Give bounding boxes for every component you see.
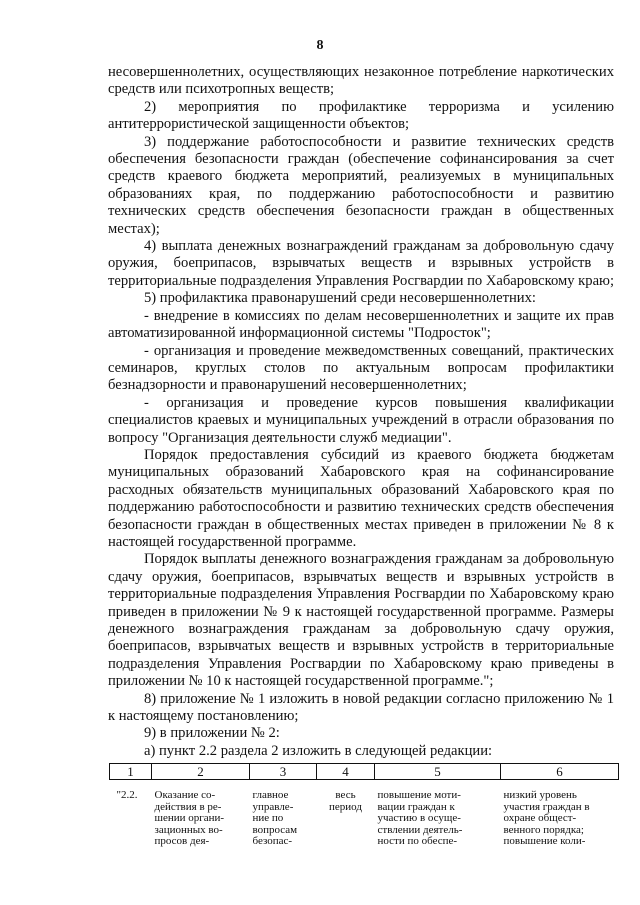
paragraph-item-4: 4) выплата денежных вознаграждений гражданам за добровольную сдачу оружия, боеприпасов, взрывчатых веществ и взрывных устройств в территориальные подразделения Управления Росгвардии по Хабаровскому краю; <box>108 238 615 289</box>
column-header: 6 <box>501 764 619 780</box>
paragraph-item-9: 9) в приложении № 2: <box>144 725 280 742</box>
paragraph-item-5: 5) профилактика правонарушений среди несовершеннолетних: <box>144 290 536 307</box>
table-cell-result: повышение моти- вации граждан к участию в осуще- ствлении деятель- ности по обеспе- <box>377 789 463 847</box>
paragraph-item-2: 2) мероприятия по профилактике терроризма и усилению антитеррористической защищенности объектов; <box>108 98 614 133</box>
program-table <box>109 763 619 848</box>
paragraph-item-3: 3) поддержание работоспособности и развитие технических средств обеспечения безопасности граждан (обеспечение софинансирования за счет средств краевого бюджета мероприятий, реализуемых в муниципальных образованиях края, по поддержанию работоспособности и развитию технических средств обеспечения безопасности граждан в общественных местах); <box>108 133 614 237</box>
table-row <box>110 780 619 848</box>
paragraph-subsidy-procedure: Порядок предоставления субсидий из краевого бюджета бюджетам муниципальных образований Хабаровского края на софинансирование расходных обязательств муниципальных образований Хабаровского края по поддержанию работоспособности и развитию технических средств обеспечения безопасности граждан в общественных местах приведен в приложении № 8 к настоящей государственной программе. <box>108 446 614 550</box>
document-body <box>108 64 614 760</box>
column-header: 1 <box>110 764 152 780</box>
table-header-row <box>110 764 619 780</box>
column-header: 5 <box>375 764 501 780</box>
table-cell-period: весь период <box>329 789 362 813</box>
paragraph-item-8: 8) приложение № 1 изложить в новой редакции согласно приложению № 1 к настоящему постановлению; <box>108 690 614 725</box>
column-header: 2 <box>152 764 250 780</box>
page-number: 8 <box>316 38 324 53</box>
page-bottom-fade <box>0 858 640 905</box>
table-cell-consequence: низкий уровень участия граждан в охране общест- венного порядка; повышение коли- <box>503 789 590 847</box>
bullet-item: - внедрение в комиссиях по делам несовершеннолетних и защите их прав автоматизированной информационной системы "Подросток"; <box>108 307 614 342</box>
paragraph-reward-procedure: Порядок выплаты денежного вознаграждения гражданам за добровольную сдачу оружия, боеприпасов, взрывчатых веществ и взрывных устройств в территориальные подразделения Управления Росгвардии по Хабаровскому краю приведен в приложении № 9 к настоящей государственной программе. Размеры денежного вознаграждения гражданам за добровольную сдачу оружия, боеприпасов, взрывчатых веществ и взрывных устройств в территориальные подразделения Управления Росгвардии по Хабаровскому краю приведены в приложении № 10 к настоящей государственной программе."; <box>108 551 614 690</box>
table-cell-number: "2.2. <box>116 789 138 801</box>
column-header: 4 <box>317 764 375 780</box>
table-cell-activity: Оказание со- действия в ре- шении органи- зационных во- просов дея- <box>154 789 225 847</box>
paragraph-subitem-a: а) пункт 2.2 раздела 2 изложить в следующей редакции: <box>144 742 493 759</box>
table-cell-executor: главное управле- ние по вопросам безопас- <box>252 789 298 847</box>
paragraph: несовершеннолетних, осуществляющих незаконное потребление наркотических средств или психотропных веществ; <box>108 64 614 98</box>
bullet-item: - организация и проведение межведомственных совещаний, практических семинаров, круглых столов по актуальным вопросам профилактики безнадзорности и правонарушений несовершеннолетних; <box>108 342 614 394</box>
bullet-item: - организация и проведение курсов повышения квалификации специалистов краевых и муниципальных учреждений в отрасли образования по вопросу "Организация деятельности служб медиации". <box>108 394 614 446</box>
column-header: 3 <box>250 764 317 780</box>
